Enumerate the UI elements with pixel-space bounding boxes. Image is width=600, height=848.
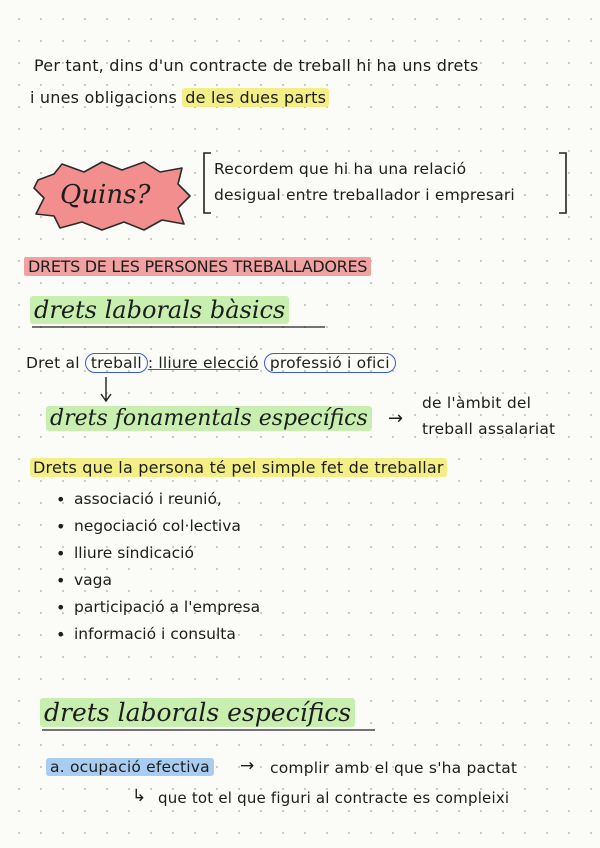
heading-underline <box>30 324 330 330</box>
item-a-highlight: a. ocupació efectiva <box>46 758 214 776</box>
dret-middle: : lliure elecció <box>147 354 259 372</box>
quins-label: Quins? <box>60 180 151 210</box>
intro-line-1: Per tant, dins d'un contracte de treball hi ha uns drets <box>34 56 479 75</box>
list-item: • participació a l'empresa <box>56 594 260 621</box>
list-item: • associació i reunió, <box>56 486 260 513</box>
scope-line-1: de l'àmbit del <box>422 394 532 412</box>
quins-badge <box>32 160 192 232</box>
rights-statement-text: Drets que la persona té pel simple fet de treballar <box>30 458 447 477</box>
item-a-arrow-icon: → <box>240 756 255 776</box>
list-item: • informació i consulta <box>56 621 260 648</box>
item-a-text: complir amb el que s'ha pactat <box>270 759 518 777</box>
bracket-right-icon <box>558 152 568 214</box>
highlight-both-parties: de les dues parts <box>182 88 329 107</box>
specific-rights-heading <box>40 698 355 727</box>
reminder-box <box>202 152 566 212</box>
treball-circled: treball <box>85 353 148 373</box>
down-arrow-icon <box>99 376 113 404</box>
sub-arrow-icon: ↳ <box>132 786 147 806</box>
specific-heading-underline <box>40 727 380 733</box>
dret-line <box>26 354 396 372</box>
fundamental-heading <box>46 406 372 431</box>
section-title <box>24 257 371 276</box>
basic-rights-heading-text: drets laborals bàsics <box>30 296 289 324</box>
rights-statement <box>30 458 447 477</box>
reminder-line-2: desigual entre treballador i empresari <box>214 186 515 204</box>
item-a-label <box>46 758 214 776</box>
intro-line-2 <box>30 88 329 107</box>
list-item: • negociació col·lectiva <box>56 513 260 540</box>
list-item: • vaga <box>56 567 260 594</box>
bracket-left-icon <box>202 152 212 214</box>
intro-line-2-text: i unes obligacions <box>30 88 183 107</box>
sub-text: que tot el que figuri al contracte es compleixi <box>158 789 510 807</box>
list-item: • lliure sindicació <box>56 540 260 567</box>
profession-circled: professió i ofici <box>264 353 396 373</box>
reminder-line-1: Recordem que hi ha una relació <box>214 160 467 178</box>
right-arrow-icon: → <box>388 408 404 429</box>
basic-rights-heading <box>30 296 289 324</box>
specific-rights-heading-text: drets laborals específics <box>40 698 355 727</box>
fundamental-heading-text: drets fonamentals específics <box>46 406 372 431</box>
scope-line-2: treball assalariat <box>422 420 556 438</box>
dret-prefix: Dret al <box>26 354 80 372</box>
section-title-highlight: DRETS DE LES PERSONES TREBALLADORES <box>24 257 371 276</box>
rights-list <box>56 486 260 648</box>
